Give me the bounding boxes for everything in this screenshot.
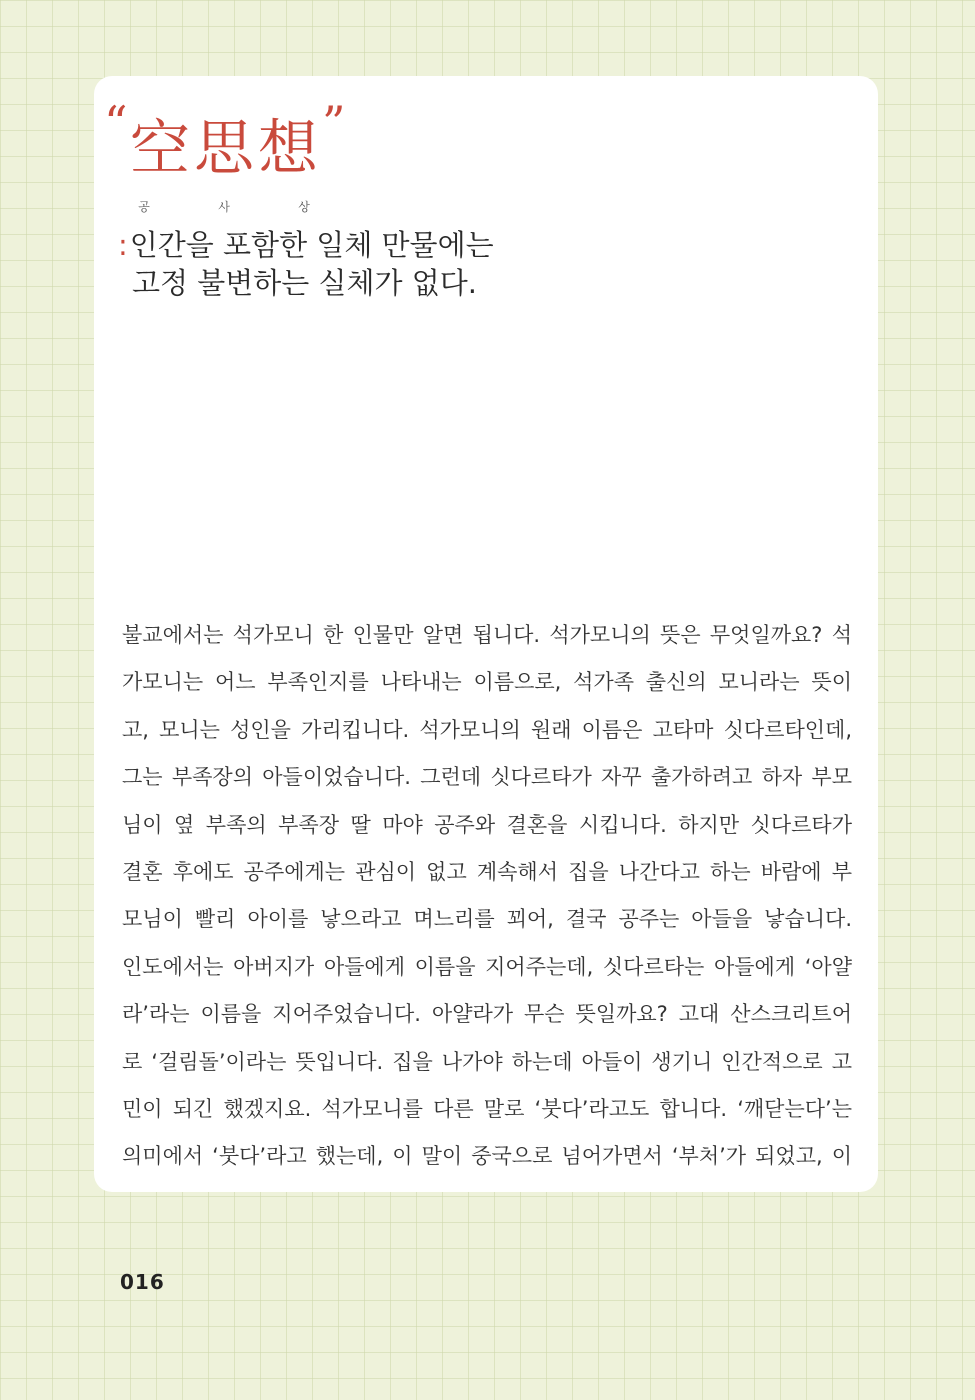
reading-syllable: 사 — [218, 200, 230, 214]
page-title: 空思想 — [130, 114, 322, 184]
definition-line — [118, 226, 494, 264]
definition — [118, 226, 494, 302]
body-line: 모님이 빨리 아이를 낳으라고 며느리를 꾀어, 결국 공주는 아들을 낳습니다. — [122, 907, 852, 932]
body-paragraph — [122, 612, 852, 1181]
page-number: 016 — [120, 1270, 165, 1294]
body-line: 의미에서 ‘붓다’라고 했는데, 이 말이 중국으로 넘어가면서 ‘부처’가 되었고, 이 — [122, 1144, 852, 1169]
title-reading — [134, 198, 314, 215]
body-line: 가모니는 어느 부족인지를 나타내는 이름으로, 석가족 출신의 모니라는 뜻이 — [122, 670, 852, 695]
body-line: 로 ‘걸림돌’이라는 뜻입니다. 집을 나가야 하는데 아들이 생기니 인간적으로 고 — [122, 1049, 852, 1074]
content-card — [94, 76, 878, 1192]
body-line: 불교에서는 석가모니 한 인물만 알면 됩니다. 석가모니의 뜻은 무엇일까요? 석 — [122, 623, 852, 647]
body-line: 님이 옆 부족의 부족장 딸 마야 공주와 결혼을 시킵니다. 하지만 싯다르타가 — [122, 812, 852, 837]
reading-syllable: 상 — [298, 200, 310, 214]
body-line: 고, 모니는 성인을 가리킵니다. 석가모니의 원래 이름은 고타마 싯다르타인데, — [122, 717, 852, 742]
definition-colon: : — [118, 228, 128, 262]
body-line: 결혼 후에도 공주에게는 관심이 없고 계속해서 집을 나간다고 하는 바람에 부 — [122, 860, 852, 885]
body-line: 라’라는 이름을 지어주었습니다. 아얄라가 무슨 뜻일까요? 고대 산스크리트어 — [122, 1002, 852, 1027]
reading-syllable: 공 — [138, 200, 150, 214]
definition-line1-text: 인간을 포함한 일체 만물에는 — [129, 228, 494, 262]
body-line: 인도에서는 아버지가 아들에게 이름을 지어주는데, 싯다르타는 아들에게 ‘아얄 — [122, 954, 852, 979]
body-line: 그는 부족장의 아들이었습니다. 그런데 싯다르타가 자꾸 출가하려고 하자 부모 — [122, 765, 852, 790]
body-line: 민이 되긴 했겠지요. 석가모니를 다른 말로 ‘붓다’라고도 합니다. ‘깨닫는다’는 — [122, 1097, 852, 1122]
definition-line2-text: 고정 불변하는 실체가 없다. — [132, 266, 478, 300]
open-quote-mark: “ — [104, 96, 128, 150]
close-quote-mark: ” — [322, 96, 346, 150]
